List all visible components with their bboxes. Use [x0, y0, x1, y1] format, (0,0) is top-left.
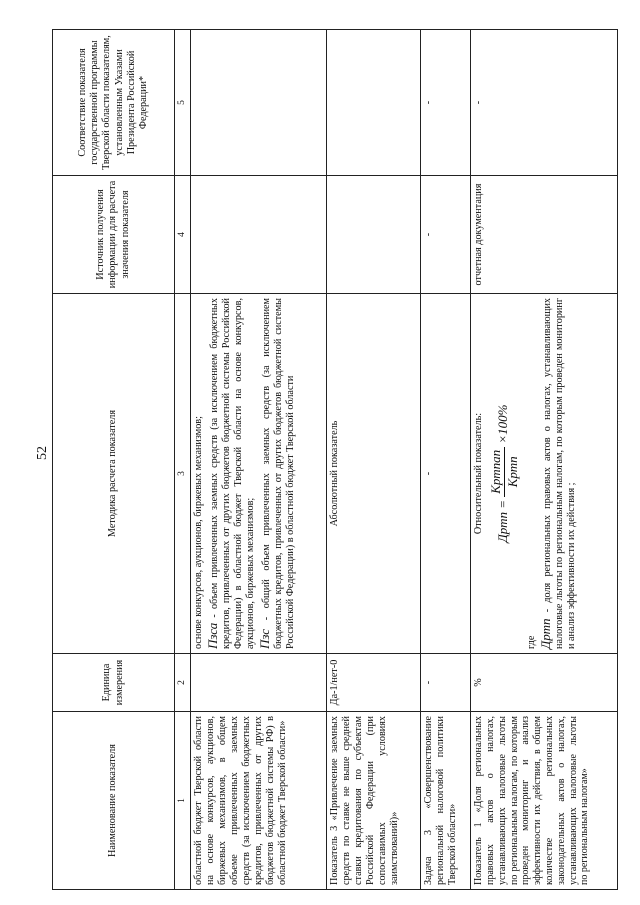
header-indicator-name: Наименование показателя	[53, 712, 175, 890]
header-method: Методика расчета показателя	[53, 294, 175, 654]
row4-symbol-text: - доля региональных правовых актов о налогах, устанавливающих налоговые льготы по региональным налогам, по которым проведен мониторинг и анализ эффективности их действия ;	[541, 298, 577, 649]
row4-source: отчетная документация	[471, 176, 618, 294]
table-row	[471, 30, 618, 890]
row4-formula: Дртп = Кртпап Кртп ×100%	[488, 404, 520, 543]
row1-source	[191, 176, 327, 294]
row4-formula-numerator: Кртпап	[488, 447, 504, 497]
row1-symbol-pzs: Пзс	[257, 628, 273, 649]
row4-formula-lhs: Дртп	[495, 512, 511, 543]
column-numbers-row	[175, 30, 191, 890]
column-number: 4	[175, 176, 191, 294]
row4-method	[471, 294, 618, 654]
row1-text-pzsa: - объем привлеченных заемных средств (за исключением бюджетных кредитов, привлеченных от других бюджетов бюджетной системы Российской Федерации) в областной бюджет Тверской области на основе конкурсов, аукционов, биржевых механизмов;	[209, 298, 257, 649]
row2-source	[327, 176, 421, 294]
header-source: Источник получения информации для расчета значения показателя	[53, 176, 175, 294]
row3-name: Задача 3 «Совершенствование региональной налоговой политики Тверской области»	[421, 712, 471, 890]
row1-symbol-pzsa: Пзса	[205, 622, 221, 649]
row3-unit: -	[421, 654, 471, 712]
row4-unit: %	[471, 654, 618, 712]
row2-unit: Да-1/нет-0	[327, 654, 421, 712]
row1-unit	[191, 654, 327, 712]
row3-compliance: -	[421, 30, 471, 176]
row1-method	[191, 294, 327, 654]
rotated-table-container	[52, 30, 618, 890]
row2-method: Абсолютный показатель	[327, 294, 421, 654]
column-number: 1	[175, 712, 191, 890]
row1-compliance	[191, 30, 327, 176]
column-number: 5	[175, 30, 191, 176]
row3-method: -	[421, 294, 471, 654]
row3-source: -	[421, 176, 471, 294]
row4-method-intro: Относительный показатель:	[473, 412, 485, 535]
row1-name: областной бюджет Тверской области на основе конкурсов, аукционов, биржевых механизмов, в общем объеме привлеченных заемных средств (за исключением бюджетных кредитов, привлеченных от других бюджетов бюджетной системы РФ) в областной бюджет Тверской области»	[191, 712, 327, 890]
row4-formula-denominator: Кртп	[504, 456, 520, 488]
table-row	[191, 30, 327, 890]
row2-compliance	[327, 30, 421, 176]
row4-formula-tail: ×100%	[495, 404, 511, 444]
table-row	[421, 30, 471, 890]
page-number: 52	[35, 446, 50, 460]
row1-text-pzs: - общий объем привлеченных заемных средств (за исключением бюджетных кредитов, привлеченных от других бюджетов бюджетной системы Российской Федерации) в областной бюджет Тверской области	[261, 298, 297, 649]
row4-where: где	[525, 635, 537, 649]
row1-method-intro: основе конкурсов, аукционов, биржевых механизмов;	[193, 416, 205, 649]
row2-name: Показатель 3 «Привлечение заемных средств по ставке не выше средней ставки кредитования по субъектам Российской Федерации (при сопоставимых условиях заимствований)»	[327, 712, 421, 890]
indicators-table	[52, 29, 618, 890]
column-number: 3	[175, 294, 191, 654]
column-number: 2	[175, 654, 191, 712]
header-compliance: Соответствие показателя государственной программы Тверской области показателям, установленным Указами Президента Российской Федерации*	[53, 30, 175, 176]
row4-name: Показатель 1 «Доля региональных правовых актов о налогах, устанавливающих налоговые льготы по региональным налогам, по которым проведен мониторинг и анализ эффективности их действия, в общем количестве региональных законодательных актов о налогах, устанавливающих налоговые льготы по региональным налогам»	[471, 712, 618, 890]
row4-compliance: -	[471, 30, 618, 176]
table-row	[327, 30, 421, 890]
row4-symbol: Дртп	[537, 618, 553, 649]
header-unit: Единица измерения	[53, 654, 175, 712]
